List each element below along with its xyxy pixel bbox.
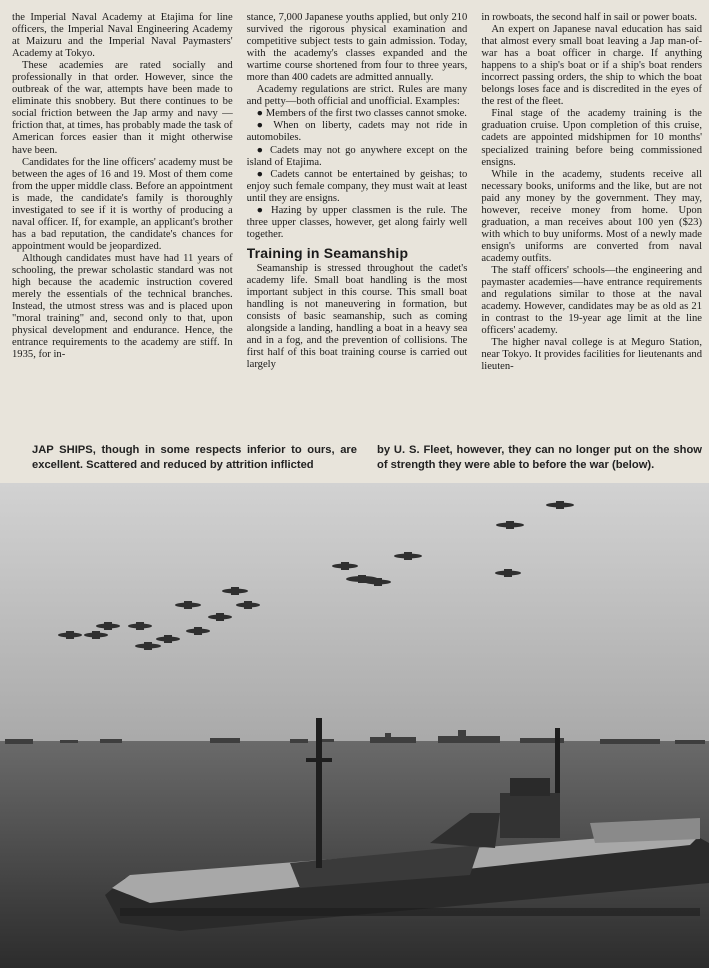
paragraph: An expert on Japanese naval education has said that almost every small boat leaving a Jap man-of-war has a boat officer in charge. If anything happens to a ship's boat or if a ship's boat renders incorrect passing orders, the ship to which the boat belongs loses face and is discredited in the eyes of the rest of the fleet.	[481, 24, 703, 108]
paragraph: Candidates for the line officers' academy must be between the ages of 16 and 19. Most of them come from the upper middle class. Before an appointment is made, the candidate's family is thoroughly investigated to see if it is worthy of producing a naval officer. If, for example, an applicant's brother has a bad reputation, the candidate's chances for appointment would be jeopardized.	[12, 156, 233, 252]
column-2	[247, 12, 468, 430]
paragraph: Although candidates must have had 11 years of schooling, the prewar scholastic standard was not high because the academic instruction covered merely the essentials of the technical branches. Instead, the utmost stress was and is placed upon "moral training" and, second only to that, upon physical development and endurance. Hence, the entrance requirements to the academy are stiff. In 1935, for in-	[12, 252, 233, 361]
paragraph: the Imperial Naval Academy at Etajima for line officers, the Imperial Naval Engineering Academy at Maizuru and the Imperial Naval Paymasters' Academy at Tokyo.	[12, 12, 233, 60]
sky	[0, 483, 709, 745]
bullet-item: ● Hazing by upper classmen is the rule. The three upper classes, however, get along fairly well together.	[246, 204, 468, 240]
column-1	[12, 12, 233, 430]
bullet-item: ● Cadets cannot be entertained by geishas; to enjoy such female company, they must wait at least until they are ensigns.	[246, 168, 468, 204]
caption-left	[32, 443, 357, 477]
paragraph: The higher naval college is at Meguro Station, near Tokyo. It provides facilities for lieutenants and lieuten-	[481, 337, 703, 373]
bullet-item: ● Cadets may not go anywhere except on the island of Etajima.	[246, 144, 468, 168]
paragraph: The staff officers' schools—the engineering and paymaster academies—have entrance requirements and regulations similar to those at the naval academy. However, candidates may be as old as 21 in contrast to the 19-year age limit at the line officers' academy.	[481, 264, 703, 337]
article-columns	[12, 12, 702, 430]
paragraph: While in the academy, students receive all necessary books, uniforms and the like, but are not paid any money by the government. They may, however, receive money from home. Upon graduation, a man receives about 100 yen ($23) with which to buy uniforms. Most of a newly made ensign's uniforms are converted from naval academy outfits.	[481, 168, 703, 264]
section-heading: Training in Seamanship	[246, 244, 409, 261]
paragraph: Academy regulations are strict. Rules are many and petty—both official and unofficial. Examples:	[246, 84, 468, 108]
photo-caption	[32, 443, 702, 477]
paragraph: stance, 7,000 Japanese youths applied, but only 210 survived the rigorous physical examination and competitive subject tests to gain admission. Today, with the academy's classes expanded and the wartime course shortened from four to three years, more than 400 cadets are admitted annually.	[246, 12, 468, 84]
paragraph: Final stage of the academy training is the graduation cruise. Upon completion of this cruise, cadets are appointed midshipmen for 10 months' specialized training before being commissioned ensigns.	[481, 108, 703, 168]
fleet-photo	[0, 483, 709, 968]
paragraph: Seamanship is stressed throughout the cadet's academy life. Small boat handling is the most important subject in this course. This small boat handling is not maneuvering in formation, but consists of basic seamanship, such as coming alongside a landing, handling a boat in a heavy sea and in a fog, and the prevention of collisions. The first half of this boat training course is carried out largely	[246, 262, 468, 371]
paragraph: These academies are rated socially and professionally in that order. However, since the outbreak of the war, attempts have been made to eliminate this snobbery. But there continues to be social friction between the Jap army and navy — friction that, at times, has probably made the task of American forces easier than it might otherwise have been.	[12, 60, 233, 156]
paragraph: in rowboats, the second half in sail or power boats.	[481, 12, 697, 23]
caption-right: by U. S. Fleet, however, they can no longer put on the show of strength they were able to before the war (below).	[377, 444, 702, 471]
caption-left-text: though in some respects inferior to ours, are excellent. Scattered and reduced by attrition inflicted	[32, 444, 358, 471]
bullet-item: ● Members of the first two classes cannot smoke.	[256, 108, 467, 120]
caption-lead: JAP SHIPS,	[32, 444, 96, 456]
fleet-photo-image	[0, 483, 709, 968]
bullet-item: ● When on liberty, cadets may not ride in automobiles.	[246, 120, 468, 144]
column-3	[481, 12, 702, 430]
